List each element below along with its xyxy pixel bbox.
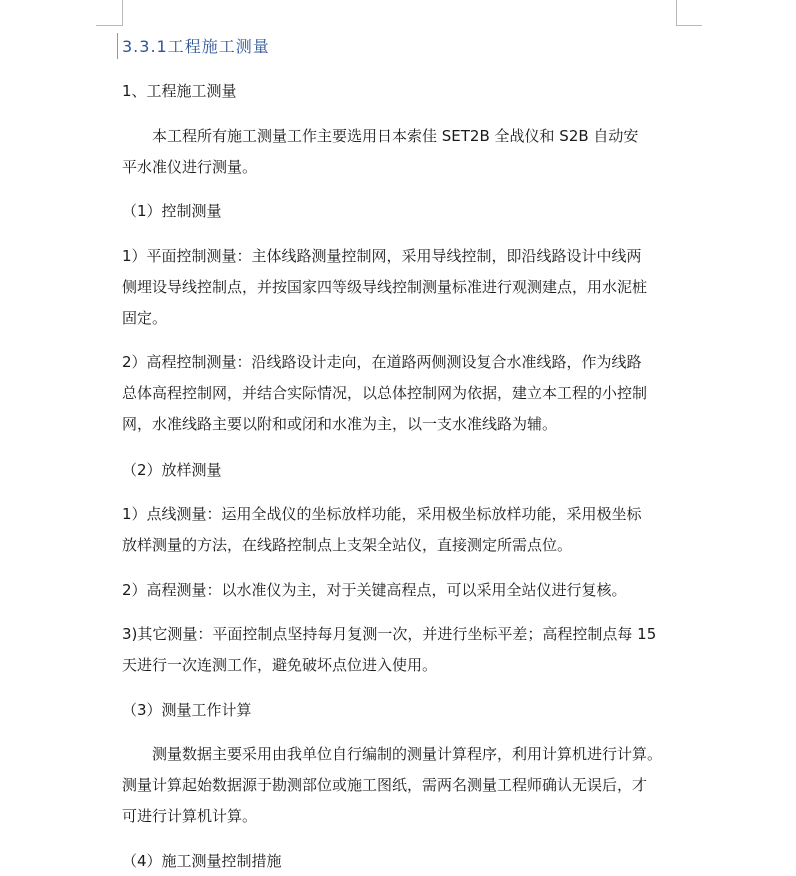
paragraph-line: 放样测量的方法，在线路控制点上支架全站仪，直接测定所需点位。 [122,536,573,554]
subsection-title: 1、工程施工测量 [122,82,237,100]
list-heading: （4）施工测量控制措施 [122,852,282,870]
paragraph-line: 1）点线测量：运用全战仪的坐标放样功能，采用极坐标放样功能，采用极坐标 [122,505,642,523]
paragraph-line: 固定。 [122,309,168,327]
paragraph-line: 可进行计算机计算。 [122,807,258,825]
paragraph-line: 2）高程测量：以水准仪为主，对于关键高程点，可以采用全站仪进行复核。 [122,581,627,599]
list-heading: （3）测量工作计算 [122,701,252,719]
corner-line-top-right [676,25,702,26]
paragraph-line: 测量数据主要采用由我单位自行编制的测量计算程序，利用计算机进行计算。 [152,745,663,763]
corner-line-top-left [96,25,122,26]
paragraph-line: 3)其它测量：平面控制点坚持每月复测一次，并进行坐标平差；高程控制点每 15 [122,625,657,643]
list-heading: （2）放样测量 [122,461,222,479]
section-heading: 3.3.1工程施工测量 [122,37,270,56]
corner-line-left [122,0,123,26]
corner-line-right [676,0,677,26]
paragraph-line: 平水准仪进行测量。 [122,158,258,176]
paragraph-line: 测量计算起始数据源于勘测部位或施工图纸，需两名测量工程师确认无误后，才 [122,776,648,794]
paragraph-line: 1）平面控制测量：主体线路测量控制网，采用导线控制，即沿线路设计中线两 [122,247,642,265]
paragraph-line: 天进行一次连测工作，避免破坏点位进入使用。 [122,656,438,674]
paragraph-line: 本工程所有施工测量工作主要选用日本索佳 SET2B 全战仪和 S2B 自动安 [152,127,639,145]
paragraph-line: 侧埋设导线控制点，并按国家四等级导线控制测量标准进行观测建点，用水泥桩 [122,278,648,296]
heading-cursor-bar [117,33,118,59]
list-heading: （1）控制测量 [122,202,222,220]
paragraph-line: 2）高程控制测量：沿线路设计走向，在道路两侧测设复合水准线路，作为线路 [122,353,642,371]
paragraph-line: 网，水准线路主要以附和或闭和水准为主，以一支水准线路为辅。 [122,415,558,433]
paragraph-line: 总体高程控制网，并结合实际情况，以总体控制网为依据，建立本工程的小控制 [122,384,648,402]
